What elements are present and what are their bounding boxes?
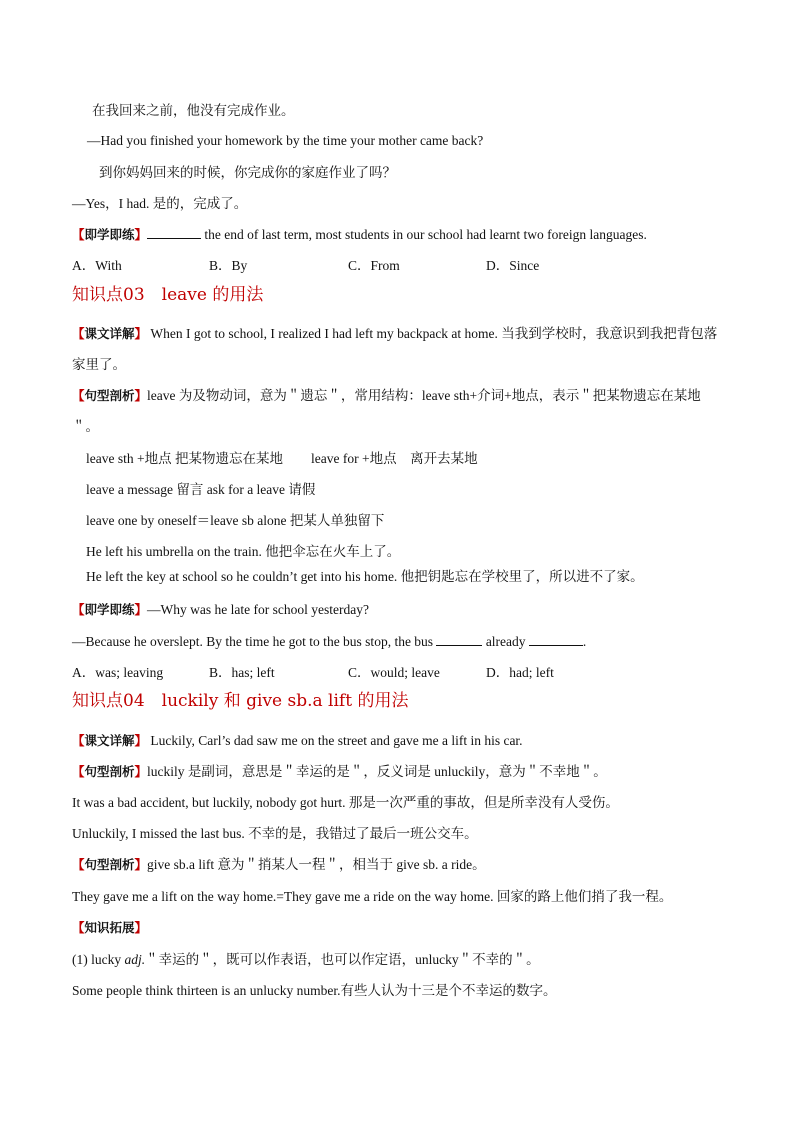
option-c: C．From [348,258,400,273]
option-c: C．would; leave [348,665,440,680]
paragraph: 【句型剖析】luckily 是副词，意思是＂幸运的是＂，反义词是 unluckily，意为＂不幸地＂。 [72,764,607,779]
text-line: —Had you finished your homework by the time your mother came back? [87,133,484,148]
example-sentence: They gave me a lift on the way home.=They gave me a ride on the way home. 回家的路上他们捎了我一程。 [72,889,673,904]
section-tag: 【课文详解】 [72,733,148,748]
section-tag: 【课文详解】 [72,326,148,341]
section-tag: 【句型剖析】 [72,388,148,403]
paragraph: (1) lucky adj.＂幸运的＂，既可以作表语，也可以作定语，unlucky＂不幸的＂。 [72,952,540,967]
usage-line: leave one by oneself＝leave sb alone 把某人单独留下 [86,513,385,528]
paragraph: 【课文详解】 Luckily, Carl’s dad saw me on the street and gave me a lift in his car. [72,733,523,748]
example-sentence: It was a bad accident, but luckily, nobody got hurt. 那是一次严重的事故，但是所幸没有人受伤。 [72,795,619,810]
example-sentence: Some people think thirteen is an unlucky number.有些人认为十三是个不幸运的数字。 [72,983,557,998]
paragraph: 【句型剖析】leave 为及物动词，意为＂遗忘＂，常用结构：leave sth+介词+地点，表示＂把某物遗忘在某地＂。 [72,388,701,434]
example-sentence: He left the key at school so he couldn’t get into his home. 他把钥匙忘在学校里了，所以进不了家。 [86,569,644,584]
paragraph: 【句型剖析】give sb.a lift 意为＂捎某人一程＂，相当于 give sb. a ride。 [72,857,486,872]
section-tag: 【即学即练】 [72,227,148,242]
text-line: 到你妈妈回来的时候，你完成你的家庭作业了吗？ [99,165,396,180]
section-tag-line [72,918,727,938]
answer-blank[interactable] [147,225,201,239]
usage-line: leave sth +地点 把某物遗忘在某地 leave for +地点 离开去某地 [86,451,478,466]
option-a: A．was; leaving [72,665,164,680]
option-d: D．Since [486,258,540,273]
exercise-2-question: —Because he overslept. By the time he got to the bus stop, the bus already . [72,634,587,649]
usage-line: leave a message 留言 ask for a leave 请假 [86,482,316,497]
section-tag: 【即学即练】 [72,602,148,617]
section-tag: 【句型剖析】 [72,764,148,779]
option-a: A．With [72,258,122,273]
text-line: —Yes，I had. 是的，完成了。 [72,196,248,211]
exercise-2: 【即学即练】—Why was he late for school yesterday? [72,602,369,617]
example-sentence: Unluckily, I missed the last bus. 不幸的是，我错过了最后一班公交车。 [72,826,478,841]
answer-blank[interactable] [436,632,482,646]
option-d: D．had; left [486,665,554,680]
section-tag: 【知识拓展】 [72,920,148,935]
paragraph: 【课文详解】 When I got to school, I realized I had left my backpack at home. 当我到学校时，我意识到我把背包落家里了。 [72,326,718,372]
text-line: 在我回来之前，他没有完成作业。 [92,103,295,118]
option-b: B．By [209,258,248,273]
section-heading: 知识点03 leave 的用法 [72,285,264,305]
section-heading: 知识点04 luckily 和 give sb.a lift 的用法 [72,691,409,711]
section-tag: 【句型剖析】 [72,857,148,872]
example-sentence: He left his umbrella on the train. 他把伞忘在火车上了。 [86,544,401,559]
option-b: B．has; left [209,665,275,680]
answer-blank[interactable] [529,632,583,646]
exercise-1: 【即学即练】 the end of last term, most students in our school had learnt two foreign languages. [72,227,647,242]
